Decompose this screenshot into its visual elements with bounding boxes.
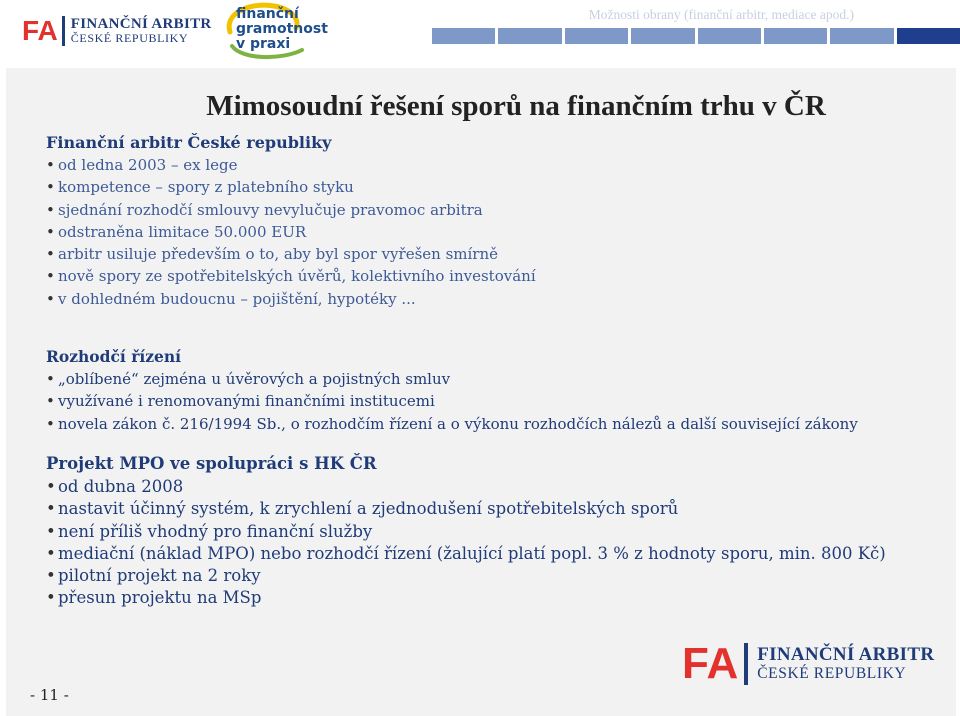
progress-segment bbox=[830, 28, 893, 44]
list-item: • přesun projektu na MSp bbox=[46, 587, 926, 609]
fa-letters: FA bbox=[22, 15, 58, 46]
page-number: - 11 - bbox=[30, 686, 69, 704]
fg-line-1: finanční bbox=[236, 6, 299, 22]
list-item: • odstraněna limitace 50.000 EUR bbox=[46, 221, 926, 243]
list-item: • nastavit účinný systém, k zrychlení a zjednodušení spotřebitelských sporů bbox=[46, 498, 926, 520]
section-heading: Finanční arbitr České republiky bbox=[46, 133, 332, 152]
progress-segment bbox=[498, 28, 561, 44]
logo-divider bbox=[62, 16, 65, 46]
fa-logo-text bbox=[757, 645, 934, 683]
fa-logo-line1: FINANČNÍ ARBITR bbox=[757, 644, 935, 665]
section-heading: Projekt MPO ve spolupráci s HK ČR bbox=[46, 454, 377, 473]
list-item: • využívané i renomovanými finančními institucemi bbox=[46, 390, 926, 412]
list-item: • od dubna 2008 bbox=[46, 476, 926, 498]
footer-finanční-arbitr-logo bbox=[682, 639, 935, 688]
fa-logo-line1: FINANČNÍ ARBITR bbox=[70, 16, 212, 32]
list-item: • novela zákon č. 216/1994 Sb., o rozhodčím řízení a o výkonu rozhodčích nálezů a další související zákony bbox=[46, 413, 926, 435]
bullet-list bbox=[46, 476, 926, 610]
logo-divider bbox=[744, 643, 748, 685]
slide-progress-bar bbox=[432, 28, 960, 44]
progress-segment bbox=[897, 28, 960, 44]
bullet-list bbox=[46, 368, 926, 435]
list-item: • „oblíbené“ zejména u úvěrových a pojistných smluv bbox=[46, 368, 926, 390]
section-rozhodci-rizeni bbox=[46, 346, 926, 435]
fa-logo-line2: ČESKÉ REPUBLIKY bbox=[70, 31, 189, 45]
section-heading: Rozhodčí řízení bbox=[46, 347, 182, 366]
fa-logo-text bbox=[71, 17, 212, 45]
finanční-arbitr-logo bbox=[22, 14, 212, 48]
progress-segment bbox=[698, 28, 761, 44]
list-item: • od ledna 2003 – ex lege bbox=[46, 154, 926, 176]
financni-gramotnost-logo bbox=[222, 2, 330, 60]
list-item: • sjednání rozhodčí smlouvy nevylučuje pravomoc arbitra bbox=[46, 199, 926, 221]
list-item: • arbitr usiluje především o to, aby byl spor vyřešen smírně bbox=[46, 243, 926, 265]
slide-title: Mimosoudní řešení sporů na finančním trhu v ČR bbox=[206, 90, 826, 122]
list-item: • nově spory ze spotřebitelských úvěrů, kolektivního investování bbox=[46, 265, 926, 287]
content-panel bbox=[6, 68, 956, 716]
list-item: • kompetence – spory z platebního styku bbox=[46, 176, 926, 198]
section-projekt-mpo bbox=[46, 452, 926, 610]
progress-segment bbox=[631, 28, 694, 44]
fg-line-2: gramotnost bbox=[236, 21, 328, 37]
list-item: • mediační (náklad MPO) nebo rozhodčí řízení (žalující platí popl. 3 % z hodnoty sporu, min. 800 Kč) bbox=[46, 543, 926, 565]
list-item: • v dohledném budoucnu – pojištění, hypotéky ... bbox=[46, 288, 926, 310]
section-financni-arbitr bbox=[46, 132, 926, 310]
progress-segment bbox=[565, 28, 628, 44]
list-item: • není příliš vhodný pro finanční služby bbox=[46, 521, 926, 543]
section-caption: Možnosti obrany (finanční arbitr, mediace apod.) bbox=[588, 7, 854, 22]
progress-segment bbox=[432, 28, 495, 44]
fg-logo-text bbox=[236, 7, 328, 52]
progress-segment bbox=[764, 28, 827, 44]
bullet-list bbox=[46, 154, 926, 310]
fa-logo-line2: ČESKÉ REPUBLIKY bbox=[757, 665, 907, 682]
fg-line-3: v praxi bbox=[236, 36, 291, 52]
header bbox=[0, 0, 960, 62]
list-item: • pilotní projekt na 2 roky bbox=[46, 565, 926, 587]
fa-letters: FA bbox=[682, 639, 739, 688]
